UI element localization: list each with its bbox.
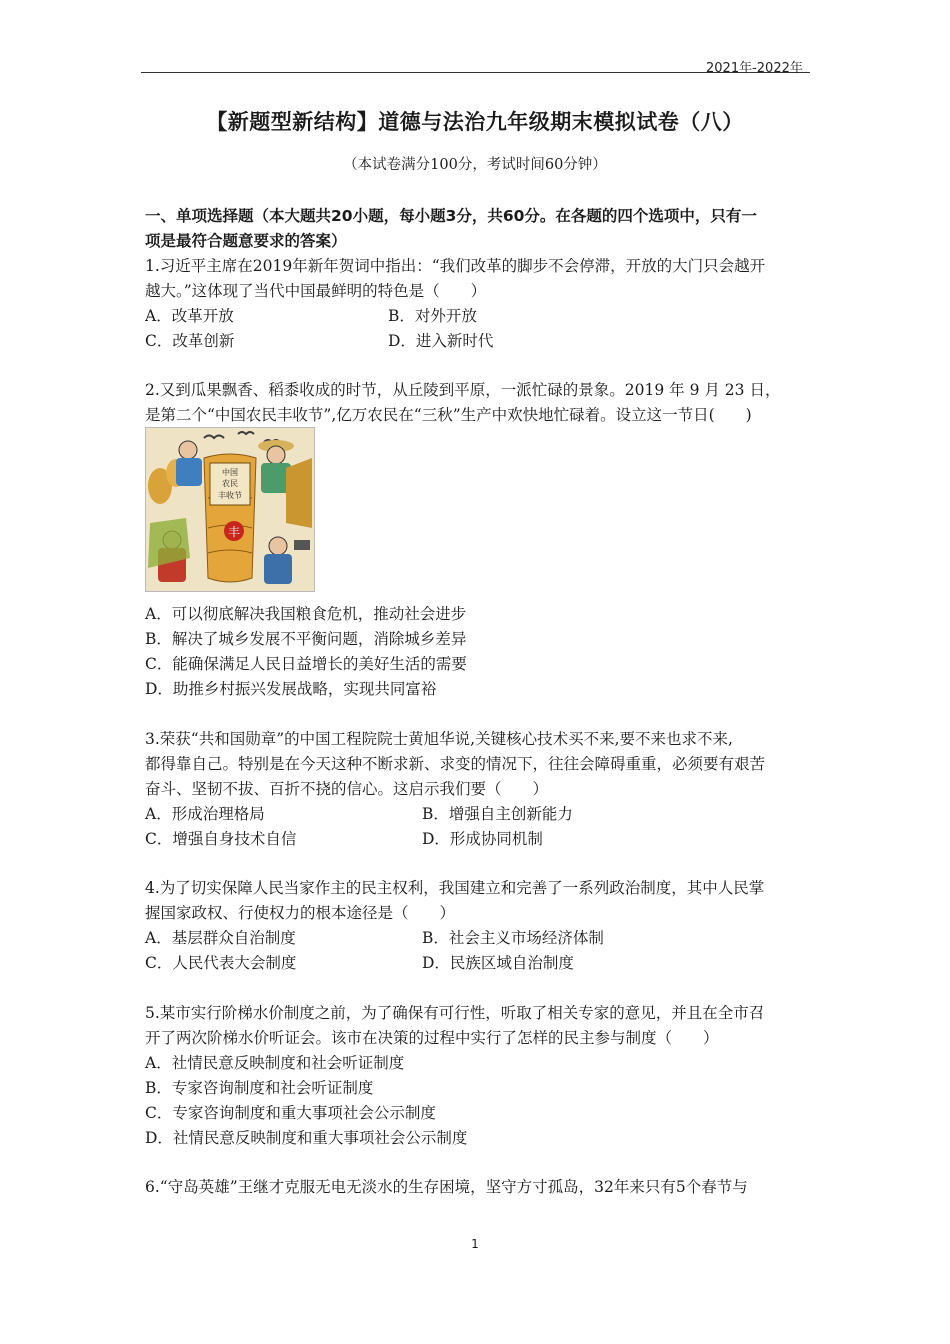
q1-option-a: A．改革开放	[145, 307, 234, 325]
q6-stem: 6.“守岛英雄”王继才克服无电无淡水的生存困境，坚守方寸孤岛，32年来只有5个春节与	[145, 1178, 748, 1196]
q4-option-b: B．社会主义市场经济体制	[422, 929, 604, 947]
q4-option-c: C．人民代表大会制度	[145, 954, 297, 972]
harvest-festival-illustration	[145, 427, 315, 592]
illustration-label-2: 农民	[222, 479, 238, 488]
q1-stem-cont: 越大。”这体现了当代中国最鲜明的特色是（ ）	[145, 282, 487, 300]
q3-option-b: B．增强自主创新能力	[422, 805, 573, 823]
illustration-feng-char: 丰	[227, 525, 241, 539]
q5-stem-cont: 开了两次阶梯水价听证会。该市在决策的过程中实行了怎样的民主参与制度（ ）	[145, 1029, 719, 1047]
q5-option-c: C．专家咨询制度和重大事项社会公示制度	[145, 1104, 436, 1122]
exam-info: （本试卷满分100分，考试时间60分钟）	[343, 157, 607, 173]
q4-option-d: D．民族区域自治制度	[422, 954, 574, 972]
section-heading-cont: 项是最符合题意要求的答案）	[145, 232, 347, 250]
q1-option-d: D．进入新时代	[388, 332, 494, 350]
page-title: 【新题型新结构】道德与法治九年级期末模拟试卷（八）	[206, 110, 744, 134]
q3-option-c: C．增强自身技术自信	[145, 830, 297, 848]
q2-stem: 2.又到瓜果飘香、稻黍收成的时节，从丘陵到平原，一派忙碌的景象。2019 年 9 月 23 日，	[145, 381, 781, 399]
year-range: 2021年-2022年	[706, 61, 803, 76]
q3-option-d: D．形成协同机制	[422, 830, 543, 848]
q4-option-a: A．基层群众自治制度	[145, 929, 296, 947]
q4-stem: 4.为了切实保障人民当家作主的民主权利，我国建立和完善了一系列政治制度，其中人民掌	[145, 879, 765, 897]
illustration-label-3: 丰收节	[218, 491, 242, 500]
q2-option-b: B．解决了城乡发展不平衡问题，消除城乡差异	[145, 630, 467, 648]
q2-option-a: A．可以彻底解决我国粮食危机，推动社会进步	[145, 605, 467, 623]
page-number: 1	[471, 1237, 479, 1251]
q3-option-a: A．形成治理格局	[145, 805, 265, 823]
section-heading: 一、单项选择题（本大题共20小题，每小题3分，共60分。在各题的四个选项中，只有一	[145, 207, 757, 225]
illustration-label-1: 中国	[222, 468, 238, 477]
q5-option-b: B．专家咨询制度和社会听证制度	[145, 1079, 374, 1097]
q5-option-a: A．社情民意反映制度和社会听证制度	[145, 1054, 405, 1072]
q1-stem: 1.习近平主席在2019年新年贺词中指出：“我们改革的脚步不会停滞，开放的大门只会越开	[145, 257, 766, 275]
q3-stem-cont: 都得靠自己。特别是在今天这种不断求新、求变的情况下，往往会障碍重重，必须要有艰苦	[145, 755, 766, 773]
q3-stem: 3.荣获“共和国勋章”的中国工程院院士黄旭华说,关键核心技术买不来,要不来也求不来,	[145, 730, 733, 748]
q1-option-b: B．对外开放	[388, 307, 477, 325]
q5-option-d: D．社情民意反映制度和重大事项社会公示制度	[145, 1129, 468, 1147]
q1-option-c: C．改革创新	[145, 332, 235, 350]
q5-stem: 5.某市实行阶梯水价制度之前，为了确保有可行性，听取了相关专家的意见，并且在全市召	[145, 1004, 765, 1022]
q2-stem-cont: 是第二个“中国农民丰收节”,亿万农民在“三秋”生产中欢快地忙碌着。设立这一节日( )	[145, 406, 752, 424]
q4-stem-cont: 握国家政权、行使权力的根本途径是（ ）	[145, 904, 456, 922]
q2-option-c: C．能确保满足人民日益增长的美好生活的需要	[145, 655, 467, 673]
q3-stem-cont2: 奋斗、坚韧不拔、百折不挠的信心。这启示我们要（ ）	[145, 780, 549, 798]
q2-option-d: D．助推乡村振兴发展战略，实现共同富裕	[145, 680, 437, 698]
harvest-festival-drawing	[146, 428, 314, 591]
